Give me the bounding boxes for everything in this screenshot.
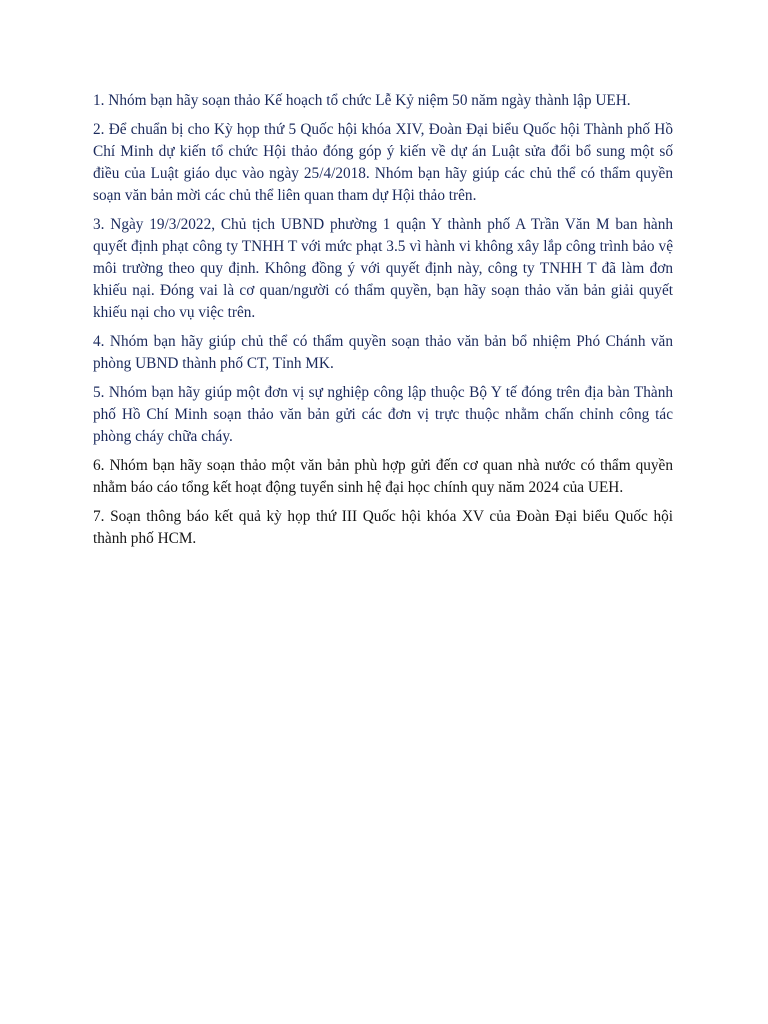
list-item-2: 2. Để chuẩn bị cho Kỳ họp thứ 5 Quốc hội khóa XIV, Đoàn Đại biểu Quốc hội Thành phố Hồ Chí Minh dự kiến tổ chức Hội thảo đóng góp ý kiến về dự án Luật sửa đổi bổ sung một số điều của Luật giáo dục vào ngày 25/4/2018. Nhóm bạn hãy giúp các chủ thể có thẩm quyền soạn văn bản mời các chủ thể liên quan tham dự Hội thảo trên. — [93, 121, 673, 204]
list-item-3: 3. Ngày 19/3/2022, Chủ tịch UBND phường 1 quận Y thành phố A Trần Văn M ban hành quyết định phạt công ty TNHH T với mức phạt 3.5 vì hành vi không xây lắp công trình bảo vệ môi trường theo quy định. Không đồng ý với quyết định này, công ty TNHH T đã làm đơn khiếu nại. Đóng vai là cơ quan/người có thẩm quyền, bạn hãy soạn thảo văn bản giải quyết khiếu nại cho vụ việc trên. — [93, 216, 673, 321]
list-item-4: 4. Nhóm bạn hãy giúp chủ thể có thẩm quyền soạn thảo văn bản bổ nhiệm Phó Chánh văn phòng UBND thành phố CT, Tỉnh MK. — [93, 333, 673, 372]
list-item-7: 7. Soạn thông báo kết quả kỳ họp thứ III Quốc hội khóa XV của Đoàn Đại biểu Quốc hội thành phố HCM. — [93, 508, 673, 547]
list-item-6: 6. Nhóm bạn hãy soạn thảo một văn bản phù hợp gửi đến cơ quan nhà nước có thẩm quyền nhằm báo cáo tổng kết hoạt động tuyển sinh hệ đại học chính quy năm 2024 của UEH. — [93, 457, 673, 496]
list-item-1: 1. Nhóm bạn hãy soạn thảo Kế hoạch tổ chức Lễ Kỷ niệm 50 năm ngày thành lập UEH. — [93, 92, 631, 109]
list-item-5: 5. Nhóm bạn hãy giúp một đơn vị sự nghiệp công lập thuộc Bộ Y tế đóng trên địa bàn Thành phố Hồ Chí Minh soạn thảo văn bản gửi các đơn vị trực thuộc nhằm chấn chỉnh công tác phòng cháy chữa cháy. — [93, 384, 673, 445]
